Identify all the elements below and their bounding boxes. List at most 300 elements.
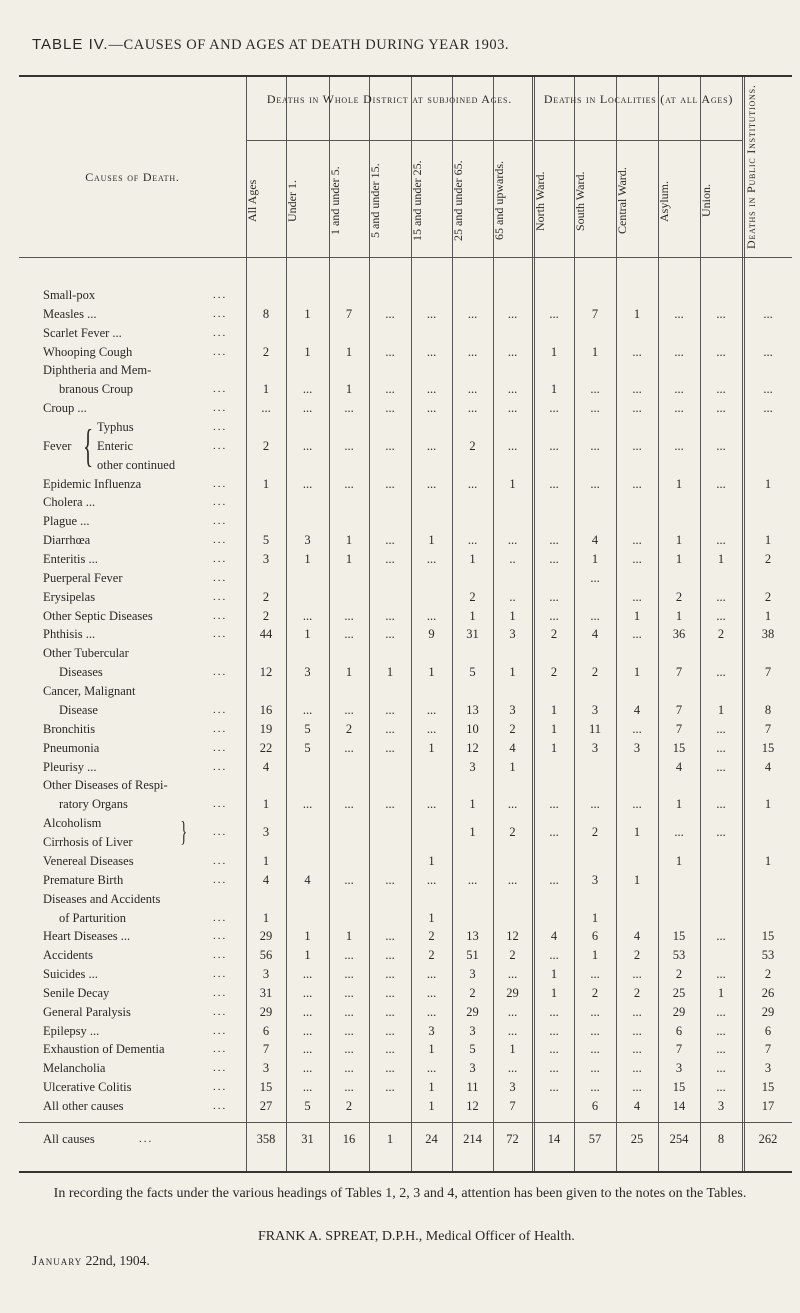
table-cell: 27 <box>259 1099 273 1113</box>
table-cell: ... <box>467 873 478 887</box>
table-cell: 2 <box>591 986 599 1000</box>
fever-subtype: Typhus <box>97 420 134 434</box>
table-cell: ... <box>549 307 559 321</box>
fever-subtype: Enteric <box>97 439 134 453</box>
table-row <box>19 891 792 925</box>
leader-dots: ... <box>213 742 228 754</box>
table-cell: ... <box>385 741 395 755</box>
table-cell: 214 <box>463 1132 482 1146</box>
col-25-to-65-header: 25 and under 65. <box>451 160 465 242</box>
leader-dots: ... <box>139 1133 154 1145</box>
table-cell: ... <box>590 1080 600 1094</box>
leader-dots: ... <box>213 1006 228 1018</box>
table-cell: 1 <box>304 929 311 943</box>
table-cell: ... <box>344 609 354 623</box>
table-cell: 12 <box>506 929 519 943</box>
table-cell: ... <box>549 609 559 623</box>
cause-label: Scarlet Fever ... <box>43 326 122 340</box>
table-cell: 29 <box>672 1005 686 1019</box>
table-cell: 5 <box>469 665 476 679</box>
table-cell: 17 <box>761 1099 775 1113</box>
table-cell: 3 <box>469 760 476 774</box>
table-cell: ... <box>467 382 478 396</box>
table-cell: 2 <box>591 665 599 679</box>
table-row <box>19 1004 792 1021</box>
leader-dots: ... <box>213 798 228 810</box>
table-cell: 1 <box>717 552 725 566</box>
table-cell: ... <box>385 797 395 811</box>
leader-dots: ... <box>213 1025 228 1037</box>
table-cell: 2 <box>262 439 270 453</box>
leader-dots: ... <box>213 478 228 490</box>
table-cell: ... <box>344 1080 354 1094</box>
table-cell: ... <box>426 345 437 359</box>
table-cell: 29 <box>506 986 519 1000</box>
table-cell: 3 <box>509 1080 516 1094</box>
table-cell: ... <box>590 401 600 415</box>
cause-label: Venereal Diseases <box>43 854 134 868</box>
table-cell: 1 <box>717 703 725 717</box>
table-cell: ... <box>590 967 600 981</box>
table-cell: 3 <box>262 1061 270 1075</box>
table-row <box>19 645 792 679</box>
table-cell: 2 <box>633 986 641 1000</box>
table-row <box>19 570 792 587</box>
table-cell: ... <box>507 1005 518 1019</box>
table-cell: 2 <box>469 439 476 453</box>
table-cell: ... <box>385 609 395 623</box>
table-cell: ... <box>590 1042 600 1056</box>
date-month: January <box>32 1253 83 1268</box>
leader-dots: ... <box>213 327 228 339</box>
table-row <box>19 608 792 625</box>
table-cell: 1 <box>262 382 270 396</box>
table-cell: ... <box>385 1080 395 1094</box>
table-cell: 5 <box>262 533 270 547</box>
table-cell: ... <box>344 967 354 981</box>
table-cell: ... <box>385 873 395 887</box>
table-cell: ... <box>716 609 726 623</box>
table-row <box>19 494 792 511</box>
table-cell: 15 <box>672 741 686 755</box>
table-cell: 4 <box>262 873 270 887</box>
table-cell: 1 <box>509 1042 516 1056</box>
table-row <box>19 777 792 811</box>
table-cell: ... <box>426 703 437 717</box>
table-cell: ... <box>385 401 395 415</box>
table-cell: 5 <box>304 741 311 755</box>
leader-dots: ... <box>213 421 228 433</box>
table-cell: 2 <box>262 609 270 623</box>
table-cell: ... <box>549 825 559 839</box>
table-cell: 3 <box>591 703 599 717</box>
mortality-table <box>19 75 792 1173</box>
ages-group-header: Deaths in Whole District at subjoined Ages. <box>266 92 513 106</box>
cause-label: Measles ... <box>43 307 97 321</box>
cause-label: Pneumonia <box>43 741 100 755</box>
table-cell: 72 <box>506 1132 519 1146</box>
table-cell: ... <box>590 1061 600 1075</box>
table-cell: ... <box>549 439 559 453</box>
table-cell: 2 <box>633 948 641 962</box>
table-cell: 1 <box>304 345 311 359</box>
table-cell: 4 <box>509 741 516 755</box>
footnote: In recording the facts under the various headings of Tables 1, 2, 3 and 4, attention has been given to the notes on the Tables. <box>53 1186 747 1201</box>
table-cell: ... <box>302 986 313 1000</box>
table-cell: 5 <box>304 722 311 736</box>
table-cell: 6 <box>591 1099 599 1113</box>
table-row <box>19 740 792 757</box>
table-cell: ... <box>716 382 726 396</box>
table-cell: ... <box>590 797 600 811</box>
table-cell: 1 <box>550 722 558 736</box>
leader-dots: ... <box>213 572 228 584</box>
table-cell: 11 <box>466 1080 479 1094</box>
table-cell: 1 <box>428 1080 435 1094</box>
table-cell: ... <box>674 307 684 321</box>
table-cell: 1 <box>428 665 435 679</box>
table-cell: 15 <box>672 1080 686 1094</box>
table-cell: ... <box>590 1024 600 1038</box>
table-cell: 1 <box>262 797 270 811</box>
table-cell: 2 <box>591 825 599 839</box>
table-row <box>19 721 792 738</box>
table-cell: ... <box>344 439 354 453</box>
table-cell: 1 <box>675 797 683 811</box>
leader-dots: ... <box>213 496 228 508</box>
table-cell: 29 <box>259 1005 273 1019</box>
table-cell: ... <box>590 477 600 491</box>
table-cell: ... <box>632 1061 642 1075</box>
table-cell: 7 <box>675 665 683 679</box>
table-row <box>19 551 792 568</box>
table-cell: ... <box>507 533 518 547</box>
col-south-ward-header: South Ward. <box>573 171 587 231</box>
public-institutions-header: Deaths in Public Institutions. <box>744 84 758 250</box>
cause-label-cont: branous Croup <box>59 382 133 396</box>
table-title-text: —CAUSES OF AND AGES AT DEATH DURING YEAR 1903. <box>108 37 509 53</box>
leader-dots: ... <box>213 987 228 999</box>
table-cell: ... <box>549 477 559 491</box>
table-cell: ... <box>467 307 478 321</box>
table-cell: 1 <box>764 533 772 547</box>
table-cell: 15 <box>761 929 775 943</box>
table-cell: ... <box>344 986 354 1000</box>
table-cell: ... <box>549 1042 559 1056</box>
table-cell: 1 <box>304 552 311 566</box>
table-cell: ... <box>632 722 642 736</box>
col-union-header: Union. <box>699 184 713 218</box>
table-cell: 3 <box>591 873 599 887</box>
cause-label: Heart Diseases ... <box>43 929 131 943</box>
table-cell: 6 <box>764 1024 772 1038</box>
table-cell: ... <box>302 1005 313 1019</box>
table-row <box>19 513 792 530</box>
table-cell: ... <box>344 1024 354 1038</box>
table-cell: 1 <box>304 948 311 962</box>
table-cell: 1 <box>550 345 558 359</box>
cause-label: Accidents <box>43 948 93 962</box>
leader-dots: ... <box>213 930 228 942</box>
table-cell: 29 <box>466 1005 479 1019</box>
table-cell: ... <box>302 967 313 981</box>
table-cell: 1 <box>345 552 353 566</box>
table-cell: 25 <box>672 986 686 1000</box>
table-cell: 53 <box>672 948 686 962</box>
table-cell: ... <box>302 1042 313 1056</box>
cause-label: Other Diseases of Respi- <box>43 778 168 792</box>
table-row <box>19 966 792 983</box>
table-cell: 2 <box>469 590 476 604</box>
table-cell: 3 <box>633 741 641 755</box>
table-cell: ... <box>467 345 478 359</box>
table-cell: 3 <box>469 1061 476 1075</box>
table-cell: 1 <box>428 1099 435 1113</box>
table-cell: 3 <box>304 533 311 547</box>
table-cell: 29 <box>259 929 273 943</box>
table-cell: ... <box>716 1042 726 1056</box>
table-cell: 1 <box>550 382 558 396</box>
table-cell: 358 <box>256 1132 276 1146</box>
table-cell: 44 <box>259 627 273 641</box>
table-cell: ... <box>507 382 518 396</box>
table-cell: 6 <box>262 1024 270 1038</box>
table-row <box>19 1079 792 1096</box>
table-cell: 1 <box>345 382 353 396</box>
table-cell: 1 <box>633 665 641 679</box>
table-cell: 4 <box>675 760 683 774</box>
table-cell: 2 <box>764 590 772 604</box>
table-cell: 53 <box>761 948 775 962</box>
table-cell: 1 <box>345 533 353 547</box>
table-cell: ... <box>716 439 726 453</box>
table-cell: 2 <box>717 627 725 641</box>
cause-label: Cancer, Malignant <box>43 684 136 698</box>
table-cell: 1 <box>675 854 683 868</box>
table-cell: ... <box>385 967 395 981</box>
table-cell: 2 <box>550 627 558 641</box>
table-cell: ... <box>385 948 395 962</box>
table-cell: ... <box>716 1005 726 1019</box>
localities-group-header: Deaths in Localities (at all Ages) <box>543 92 734 106</box>
cause-label: Senile Decay <box>43 986 110 1000</box>
table-cell: 31 <box>259 986 273 1000</box>
table-cell: ... <box>549 401 559 415</box>
leader-dots: ... <box>213 761 228 773</box>
table-cell: ... <box>716 665 726 679</box>
col-15-to-25-header: 15 and under 25. <box>410 160 424 242</box>
table-cell: ... <box>507 439 518 453</box>
table-cell: 1 <box>550 741 558 755</box>
table-cell: 1 <box>509 609 516 623</box>
table-cell: ... <box>716 1080 726 1094</box>
table-cell: 3 <box>262 967 270 981</box>
table-cell: ... <box>763 307 773 321</box>
cause-label: Plague ... <box>43 514 90 528</box>
table-cell: ... <box>467 477 478 491</box>
table-cell: 9 <box>428 627 435 641</box>
table-cell: 11 <box>588 722 602 736</box>
table-row <box>19 306 792 323</box>
table-cell: 1 <box>764 477 772 491</box>
table-cell: ... <box>385 382 395 396</box>
table-cell: 14 <box>672 1099 686 1113</box>
table-cell: 7 <box>262 1042 270 1056</box>
table-cell: 5 <box>304 1099 311 1113</box>
table-row <box>19 1060 792 1077</box>
table-row <box>19 400 792 417</box>
table-cell: 38 <box>761 627 775 641</box>
table-cell: 2 <box>764 967 772 981</box>
fever-subtype: other continued <box>97 458 176 472</box>
leader-dots: ... <box>213 346 228 358</box>
table-cell: ... <box>385 1061 395 1075</box>
leader-dots: ... <box>213 968 228 980</box>
table-cell: 1 <box>764 854 772 868</box>
table-cell: ... <box>344 948 354 962</box>
cause-label-cont: Diseases <box>59 665 103 679</box>
table-cell: 14 <box>547 1132 561 1146</box>
table-row <box>19 362 792 396</box>
table-cell: ... <box>385 307 395 321</box>
table-row <box>19 815 792 849</box>
table-cell: .. <box>509 552 516 566</box>
table-cell: ... <box>385 1005 395 1019</box>
table-cell: 7 <box>675 722 683 736</box>
fever-label: Fever <box>43 439 72 453</box>
table-cell: ... <box>674 382 684 396</box>
table-cell: ... <box>716 722 726 736</box>
table-cell: 1 <box>591 948 599 962</box>
table-cell: 1 <box>469 609 476 623</box>
table-cell: 1 <box>428 741 435 755</box>
table-cell: 8 <box>262 307 270 321</box>
leader-dots: ... <box>213 874 228 886</box>
table-cell: 8 <box>717 1132 725 1146</box>
table-cell: 6 <box>591 929 599 943</box>
table-cell: 7 <box>764 1042 772 1056</box>
table-cell: ... <box>716 401 726 415</box>
cause-label: Ulcerative Colitis <box>43 1080 132 1094</box>
table-cell: 1 <box>345 665 353 679</box>
table-cell: 25 <box>630 1132 644 1146</box>
table-cell: 13 <box>466 929 479 943</box>
table-cell: ... <box>716 590 726 604</box>
table-cell: 4 <box>304 873 311 887</box>
cause-label: Cholera ... <box>43 495 96 509</box>
col-5-to-15-header: 5 and under 15. <box>368 163 382 239</box>
table-cell: ... <box>302 477 313 491</box>
col-all-ages-header: All Ages <box>245 179 259 223</box>
table-cell: 4 <box>633 703 641 717</box>
table-cell: 1 <box>550 967 558 981</box>
table-cell: ... <box>302 797 313 811</box>
table-cell: 7 <box>675 1042 683 1056</box>
leader-dots: ... <box>213 610 228 622</box>
leader-dots: ... <box>213 1100 228 1112</box>
cause-label-cont: Disease <box>59 703 98 717</box>
table-cell: 2 <box>675 967 683 981</box>
table-cell: 2 <box>509 722 516 736</box>
table-cell: ... <box>632 345 642 359</box>
leader-dots: ... <box>213 666 228 678</box>
table-cell: ... <box>426 967 437 981</box>
table-cell: ... <box>385 703 395 717</box>
report-date <box>32 1253 150 1269</box>
table-number: TABLE IV. <box>32 36 109 53</box>
table-cell: ... <box>632 382 642 396</box>
table-cell: ... <box>385 722 395 736</box>
leader-dots: ... <box>213 402 228 414</box>
table-title <box>32 36 509 54</box>
table-cell: 1 <box>633 609 641 623</box>
table-cell: 1 <box>717 986 725 1000</box>
cause-label: Small-pox <box>43 288 96 302</box>
table-cell: ... <box>674 401 684 415</box>
table-cell: ... <box>344 703 354 717</box>
cause-label: Puerperal Fever <box>43 571 123 585</box>
table-row <box>19 1023 792 1040</box>
table-cell: ... <box>426 552 437 566</box>
table-cell: 29 <box>761 1005 775 1019</box>
table-cell: 2 <box>428 948 435 962</box>
table-cell: 1 <box>428 854 435 868</box>
table-cell: ... <box>507 873 518 887</box>
table-cell: ... <box>716 929 726 943</box>
cause-label: Phthisis ... <box>43 627 96 641</box>
table-cell: 4 <box>591 627 599 641</box>
leader-dots: ... <box>213 534 228 546</box>
table-cell: ... <box>632 477 642 491</box>
table-cell: 2 <box>675 590 683 604</box>
table-row <box>19 853 792 870</box>
table-cell: 1 <box>633 873 641 887</box>
table-cell: 1 <box>304 627 311 641</box>
table-cell: ... <box>385 1024 395 1038</box>
table-cell: ... <box>507 797 518 811</box>
table-cell: 31 <box>466 627 479 641</box>
col-north-ward-header: North Ward. <box>533 171 547 231</box>
leader-dots: ... <box>213 308 228 320</box>
table-cell: 36 <box>672 627 686 641</box>
table-cell: 1 <box>428 1042 435 1056</box>
table-cell: ... <box>549 552 559 566</box>
table-cell: 22 <box>259 741 273 755</box>
table-cell: ... <box>344 477 354 491</box>
table-cell: 2 <box>345 722 353 736</box>
leader-dots: ... <box>213 723 228 735</box>
table-cell: 1 <box>304 307 311 321</box>
table-cell: 2 <box>509 948 516 962</box>
table-row <box>19 626 792 643</box>
cause-label: Erysipelas <box>43 590 96 604</box>
table-cell: ... <box>716 345 726 359</box>
table-cell: ... <box>426 1061 437 1075</box>
table-cell: ... <box>344 797 354 811</box>
table-cell: ... <box>344 627 354 641</box>
table-cell: 3 <box>469 967 476 981</box>
table-cell: 1 <box>591 911 599 925</box>
table-cell: 8 <box>764 703 772 717</box>
leader-dots: ... <box>213 591 228 603</box>
table-cell: ... <box>549 1005 559 1019</box>
table-cell: 3 <box>262 552 270 566</box>
table-cell: 1 <box>386 1132 394 1146</box>
leader-dots: ... <box>213 383 228 395</box>
table-cell: 3 <box>591 741 599 755</box>
table-cell: ... <box>302 1080 313 1094</box>
table-cell: 1 <box>675 533 683 547</box>
